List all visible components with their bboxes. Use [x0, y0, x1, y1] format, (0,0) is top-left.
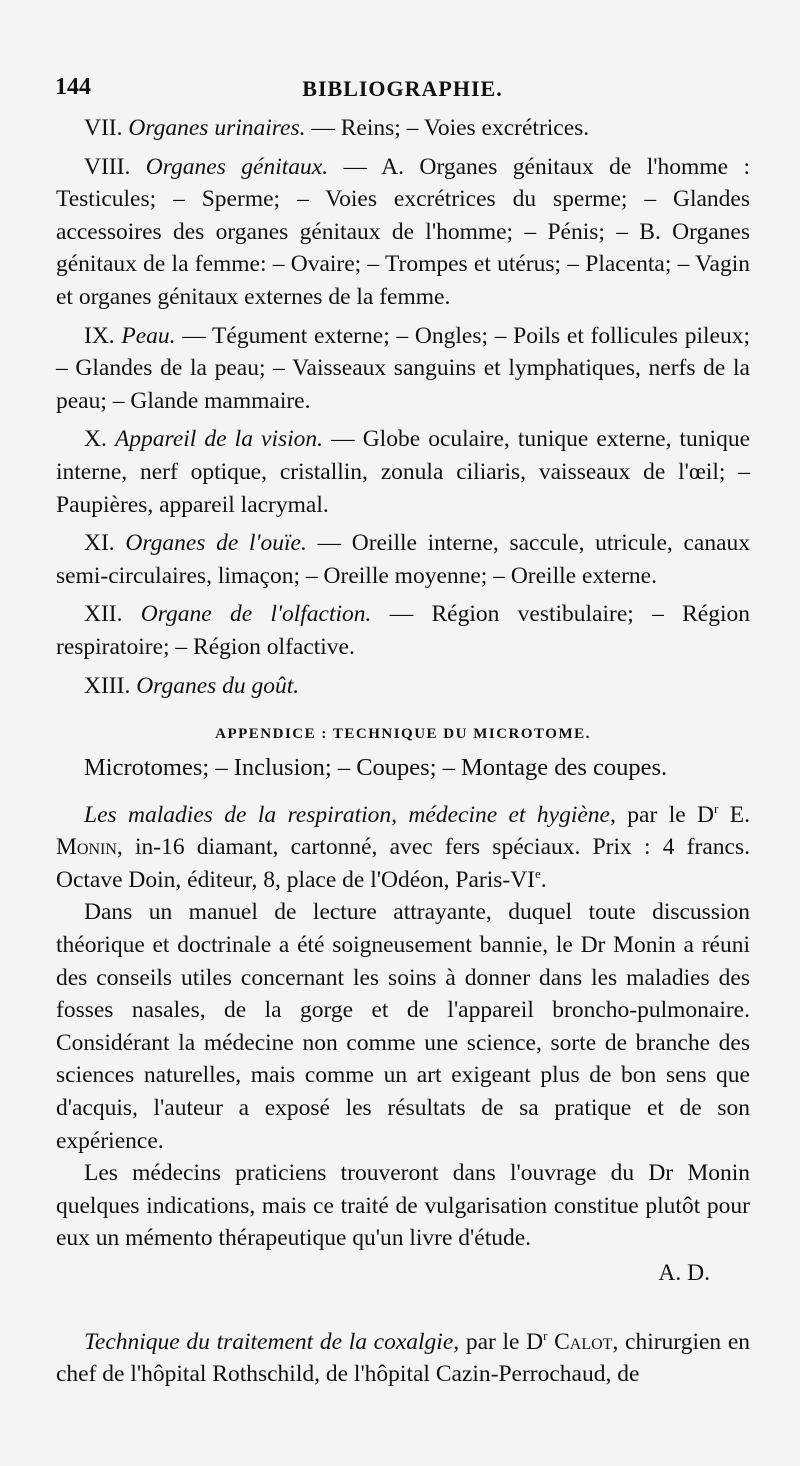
section-number: X. [84, 426, 107, 453]
section-title: Peau. [121, 322, 176, 349]
citation-sup: r [543, 1327, 548, 1343]
citation-details: , in-16 diamant, cartonné, avec fers spéciaux. Prix : 4 francs. Octave Doin, éditeur, 8, place de l'Odéon, Paris-VI [56, 834, 750, 893]
section-title: Organes urinaires. [128, 115, 306, 141]
citation-details: , chirurgien en chef de l'hôpital Rothschild, de l'hôpital Cazin-Perrochaud, de [56, 1328, 751, 1388]
review-citation [56, 799, 750, 897]
author-name: Calot [547, 1328, 613, 1355]
section-number: IX. [84, 322, 115, 349]
page-header [55, 74, 750, 108]
section-viii [56, 151, 750, 314]
section-title: Organes génitaux. [145, 153, 329, 180]
section-text: — Reins; – Voies excrétrices. [305, 115, 590, 141]
review-respiration [56, 799, 750, 1290]
citation-by: par le D [615, 801, 715, 828]
appendix-items: Microtomes; – Inclusion; – Coupes; – Montage des coupes. [84, 754, 668, 782]
section-number: VII. [84, 115, 123, 141]
section-text: — Tégument externe; – Ongles; – Poils et follicules pileux; – Glandes de la peau; – Vaisseaux sanguins et lymphatiques, nerfs de la peau; – Glande mammaire. [56, 322, 751, 414]
citation-sup: e [535, 865, 541, 881]
body-text [56, 112, 750, 1391]
running-title: BIBLIOGRAPHIE. [302, 76, 503, 101]
section-xiii [56, 670, 750, 703]
citation-end: . [540, 866, 547, 893]
section-text: — Oreille interne, saccule, utricule, canaux semi-circulaires, limaçon; – Oreille moyenne; – Oreille externe. [56, 530, 751, 589]
section-xii [56, 598, 750, 663]
citation-by: par le D [459, 1328, 544, 1355]
section-number: XII. [84, 601, 123, 628]
appendix-heading: APPENDICE : TECHNIQUE DU MICROTOME. [215, 726, 591, 743]
section-title: Appareil de la vision. [114, 426, 324, 453]
section-x [56, 423, 750, 521]
section-text: — Région vestibulaire; – Région respiratoire; – Région olfactive. [56, 601, 750, 660]
book-title: Les maladies de la respiration, médecine et hygiène, [84, 801, 616, 828]
review-paragraph: Dans un manuel de lecture attrayante, duquel toute discussion théorique et doctrinale a été soigneusement bannie, le Dr Monin a réuni des conseils utiles concernant les soins à donner dans les maladies des fosses nasales, de la gorge et de l'appareil broncho-pulmonaire. Considérant la médecine non comme une science, sorte de branche des sciences naturelles, mais comme un art exigeant plus de bon sens que d'acquis, l'auteur a exposé les résultats de sa pratique et de son expérience. [56, 899, 750, 1154]
section-ix [56, 320, 750, 418]
page-number: 144 [55, 74, 91, 100]
section-title: Organes de l'ouïe. [125, 530, 307, 557]
section-text: — Globe oculaire, tunique externe, tunique interne, nerf optique, cristallin, zonula ciliaris, vaisseaux de l'œil; – Paupières, appareil lacrymal. [56, 426, 751, 518]
review-coxalgie [56, 1326, 750, 1391]
citation-sup: r [714, 800, 719, 816]
review-signature: A. D. [658, 1260, 710, 1286]
section-xi [56, 527, 750, 592]
section-title: Organe de l'olfaction. [140, 601, 372, 628]
section-text: — A. Organes génitaux de l'homme : Testicules; – Sperme; – Voies excrétrices du sperme; – Glandes accessoires des organes génitaux de l'homme; – Pénis; – B. Organes génitaux de la femme: – Ovaire; – Trompes et utérus; – Placenta; – Vagin et organes génitaux externes de la femme. [56, 153, 751, 310]
book-title: Technique du traitement de la coxalgie, [84, 1328, 460, 1355]
section-number: XIII. [84, 672, 131, 699]
section-vii [56, 112, 750, 145]
section-number: XI. [84, 530, 115, 557]
review-paragraph: Les médecins praticiens trouveront dans l'ouvrage du Dr Monin quelques indications, mais ce traité de vulgarisation constitue plutôt pour eux un mémento thérapeutique qu'un livre d'étude. [56, 1160, 750, 1252]
section-number: VIII. [84, 153, 131, 180]
section-title: Organes du goût. [136, 672, 300, 699]
author-name: E. Monin [56, 801, 751, 861]
